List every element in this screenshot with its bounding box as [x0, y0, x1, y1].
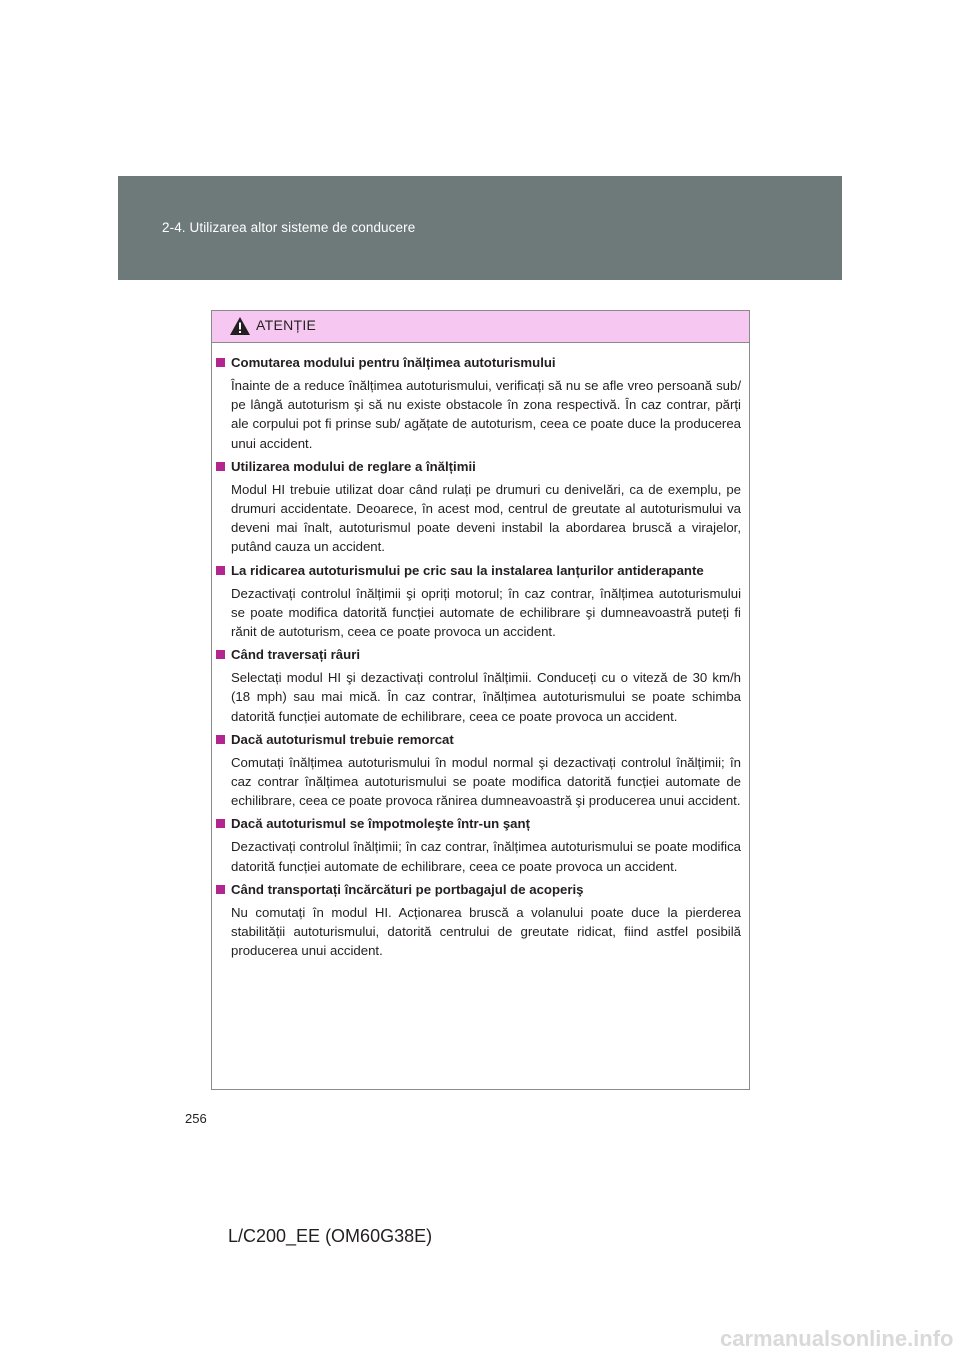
bullet-square-icon	[216, 462, 225, 471]
section-body: Dezactivați controlul înălțimii; în caz contrar, înălțimea autoturismului se poate modifica datorită funcției automate de echilibrare, ceea ce poate provoca un accident.	[231, 839, 741, 874]
section-heading	[216, 457, 741, 476]
page-number: 256	[185, 1111, 207, 1126]
section-body: Selectați modul HI şi dezactivați controlul înălțimii. Conduceți cu o viteză de 30 km/h (18 mph) sau mai mică. În caz contrar, înălțimea autoturismului se poate schimba datorită funcției automate de echilibrare, ceea ce poate provoca un accident.	[231, 670, 741, 724]
watermark: carmanualsonline.info	[720, 1326, 954, 1351]
section-heading-text: Utilizarea modului de reglare a înălțimii	[231, 458, 476, 474]
warning-triangle-icon	[229, 316, 251, 336]
section-body: Modul HI trebuie utilizat doar când rulați pe drumuri cu denivelări, ca de exemplu, pe drumuri accidentate. Deoarece, în acest mod, centrul de greutate al autoturismului va deveni mai înalt, autoturismul poate deveni instabil la abordarea bruscă a virajelor, putând cauza un accident.	[231, 481, 741, 555]
section-heading-text: Dacă autoturismul se împotmoleşte într-un şanț	[231, 816, 530, 832]
section-heading-text: Comutarea modului pentru înălțimea autoturismului	[231, 355, 556, 370]
warning-header	[212, 311, 749, 343]
section-heading-text: La ridicarea autoturismului pe cric sau la instalarea lanțurilor antiderapante	[231, 562, 704, 578]
bullet-square-icon	[216, 819, 225, 828]
warning-section	[216, 880, 741, 961]
section-heading	[216, 561, 741, 580]
bullet-square-icon	[216, 566, 225, 575]
section-body: Nu comutați în modul HI. Acționarea bruscă a volanului poate duce la pierderea stabilității autoturismului, datorită centrului de greutate ridicat, fiind astfel posibilă producerea unui accident.	[231, 904, 741, 959]
warning-section	[216, 730, 741, 811]
section-body: Comutați înălțimea autoturismului în modul normal şi dezactivați controlul înălțimii; în caz contrar înălțimea autoturismului se poate modifica datorită funcției automate de echilibrare, ceea ce poate provoca rănirea dumneavoastră şi producerea unui accident.	[231, 754, 741, 809]
section-heading-text: Când traversați râuri	[231, 647, 360, 663]
warning-section	[216, 457, 741, 557]
warning-section	[216, 353, 741, 453]
section-heading	[216, 880, 741, 899]
section-heading	[216, 645, 741, 664]
section-heading	[216, 814, 741, 833]
warning-sections	[212, 343, 749, 960]
warning-section	[216, 561, 741, 642]
section-heading	[216, 353, 741, 372]
section-body: Dezactivați controlul înălțimii şi opriți motorul; în caz contrar, înălțimea autoturismului se poate modifica datorită funcției automate de echilibrare şi dumneavoastră puteți fi rănit de autoturism, ceea ce poate provoca un accident.	[231, 585, 741, 640]
document-code: L/C200_EE (OM60G38E)	[228, 1226, 433, 1246]
warning-box	[211, 310, 750, 1090]
bullet-square-icon	[216, 358, 225, 367]
section-heading	[216, 730, 741, 749]
bullet-square-icon	[216, 735, 225, 744]
bullet-square-icon	[216, 650, 225, 659]
warning-section	[216, 645, 741, 726]
bullet-square-icon	[216, 885, 225, 894]
section-heading-text: Când transportați încărcături pe portbagajul de acoperiş	[231, 881, 584, 897]
section-body: Înainte de a reduce înălțimea autoturismului, verificați să nu se afle vreo persoană sub/ pe lângă autoturism şi să nu existe obstacole în zona respectivă. În caz contrar, părți ale corpului pot fi prinse sub/ agățate de autoturism, ceea ce poate duce la producerea unui accident.	[231, 378, 741, 451]
section-heading-text: Dacă autoturismul trebuie remorcat	[231, 731, 454, 747]
section-title: 2-4. Utilizarea altor sisteme de conducere	[162, 220, 416, 235]
warning-title: ATENȚIE	[256, 317, 317, 333]
warning-section	[216, 814, 741, 875]
